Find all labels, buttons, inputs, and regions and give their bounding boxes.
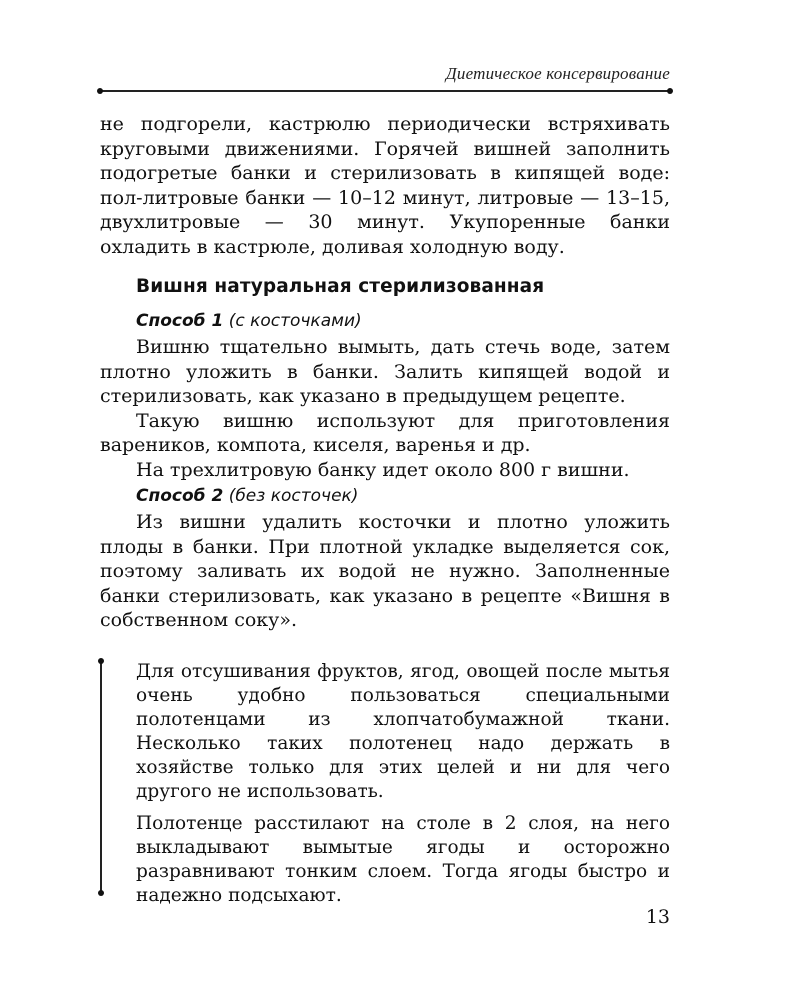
method-1-text [100,335,670,482]
rule-end-dot [97,88,103,94]
method-2-heading [136,486,358,506]
intro-paragraph-block [100,112,670,259]
method-2-text [100,510,670,633]
note-paragraph: Для отсушивания фруктов, ягод, овощей после мытья очень удобно пользоваться специальными полотенцами из хлопчатобумажной ткани. Несколько таких полотенец надо держать в хозяйстве только для этих целей и ни для чего другого не использовать. [136,661,670,802]
method-1-note: (с косточками) [228,311,362,331]
header-rule [100,90,670,92]
method-1-title: Способ 1 [136,311,224,331]
rule-end-dot [98,658,104,664]
paragraph: Вишню тщательно вымыть, дать стечь воде, затем плотно уложить в банки. Залить кипящей водой и стерилизовать, как указано в предыдущем рецепте. [100,336,670,407]
rule-end-dot [667,88,673,94]
tip-note-box [100,660,670,906]
paragraph: На трехлитровую банку идет около 800 г вишни. [136,458,630,481]
note-side-rule [100,660,102,894]
method-1-heading [136,311,362,331]
note-paragraph: Полотенце расстилают на столе в 2 слоя, на него выкладывают вымытые ягоды и осторожно разравнивают тонким слоем. Тогда ягоды быстро и надежно подсыхают. [136,813,670,906]
paragraph: Из вишни удалить косточки и плотно уложить плоды в банки. При плотной укладке выделяется сок, поэтому заливать их водой не нужно. Заполненные банки стерилизовать, как указано в рецепте «Вишня в собственном соку». [100,511,670,631]
intro-paragraph: не подгорели, кастрюлю периодически встряхивать круговыми движениями. Горячей вишней заполнить подогретые банки и стерилизовать в кипящей воде: пол-литровые банки — 10–12 минут, литровые — 13–15, двухлитровые — 30 минут. Укупоренные банки охладить в кастрюле, доливая холодную воду. [100,113,670,258]
note-text [136,660,670,908]
method-2-title: Способ 2 [136,486,224,506]
paragraph: Такую вишню используют для приготовления вареников, компота, киселя, варенья и др. [100,409,670,456]
method-2-note: (без косточек) [228,486,359,506]
page-number: 13 [645,906,670,928]
rule-end-dot [98,890,104,896]
running-header-title: Диетическое консервирование [445,64,670,83]
section-heading: Вишня натуральная стерилизованная [136,276,545,297]
